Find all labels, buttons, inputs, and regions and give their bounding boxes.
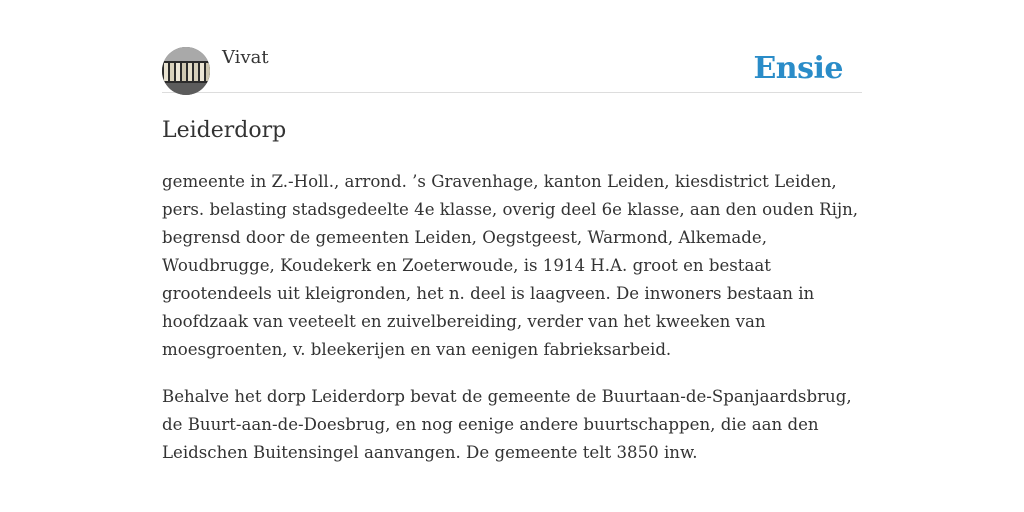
article-title: Leiderdorp (162, 118, 287, 143)
header (162, 46, 862, 93)
article-card (162, 46, 862, 462)
paragraph: Behalve het dorp Leiderdorp bevat de gemeente de Buurtaan-de-Spanjaardsbrug, de Buurt-aan-de-Doesbrug, en nog eenige andere buurtschappen, die aan den Leidschen Buitensingel aanvangen. De gemeente telt 3850 inw. (162, 387, 852, 462)
book-spines-icon (162, 47, 210, 95)
avatar[interactable] (162, 47, 210, 95)
article-body (162, 168, 862, 486)
source-name[interactable]: Vivat (222, 47, 269, 68)
paragraph: gemeente in Z.-Holl., arrond. ’s Gravenhage, kanton Leiden, kiesdistrict Leiden, pers. belasting stadsgedeelte 4e klasse, overig deel 6e klasse, aan den ouden Rijn, begrensd door de gemeenten Leiden, Oegstgeest, Warmond, Alkemade, Woudbrugge, Koudekerk en Zoeterwoude, is 1914 H.A. groot en bestaat grootendeels uit kleigronden, het n. deel is laagveen. De inwoners bestaan in hoofdzaak van veeteelt en zuivelbereiding, verder van het kweeken van moesgroenten, v. bleekerijen en van eenigen fabrieksarbeid. (162, 172, 859, 359)
ensie-logo[interactable]: Ensie (753, 51, 843, 86)
